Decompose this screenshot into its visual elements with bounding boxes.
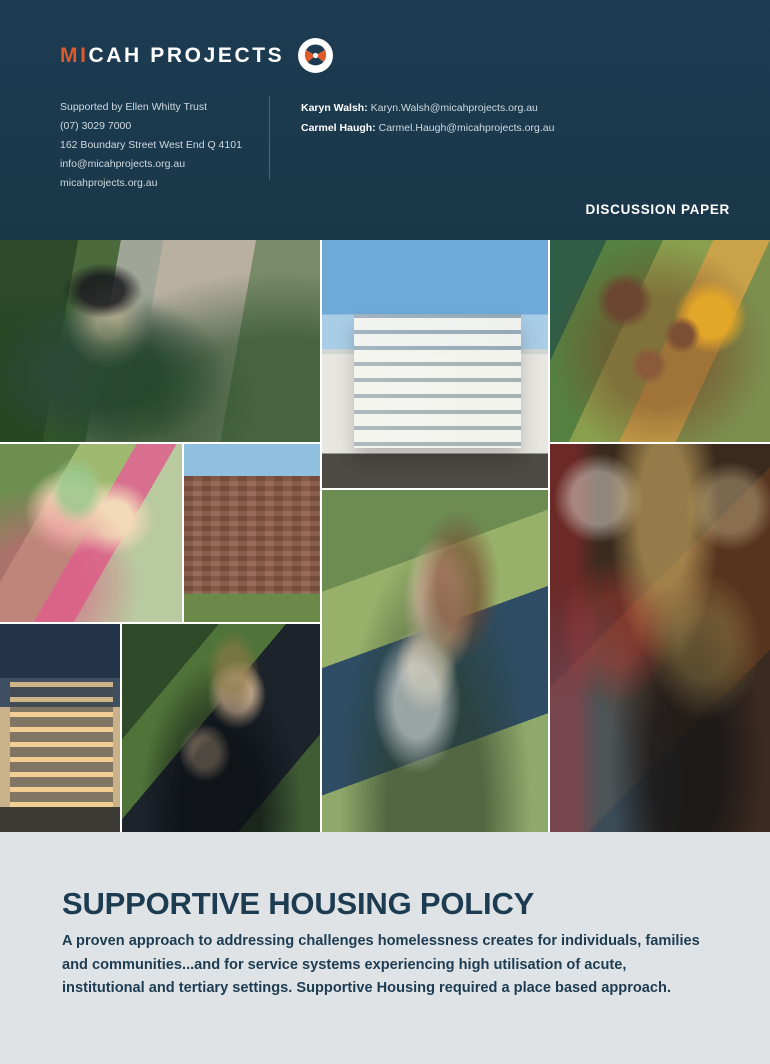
- photo-girls-hugging: [0, 444, 182, 622]
- author-contact-block: [301, 98, 554, 138]
- email-text[interactable]: info@micahprojects.org.au: [60, 158, 186, 170]
- header-vertical-divider: [269, 96, 270, 180]
- photo-family-group: [550, 240, 770, 442]
- page-title: SUPPORTIVE HOUSING POLICY: [62, 886, 535, 921]
- phone-text: (07) 3029 7000: [60, 120, 132, 132]
- micah-projects-circle-logo-icon: [298, 38, 333, 73]
- contact-row: [301, 118, 554, 138]
- photo-father-and-son: [122, 624, 320, 832]
- contact-email-1[interactable]: Karyn.Walsh@micahprojects.org.au: [370, 102, 538, 114]
- contact-row: [301, 98, 554, 118]
- logo-wordmark: [60, 44, 284, 68]
- contact-name-1: Karyn Walsh:: [301, 102, 368, 114]
- header-band: [0, 0, 770, 240]
- page-subtitle: A proven approach to addressing challenges homelessness creates for individuals, families and communities...and for service systems experiencing high utilisation of acute, institutional and tertiary settings. Supportive Housing required a place based approach.: [62, 933, 700, 996]
- photo-man-in-hat: [0, 240, 320, 442]
- photo-man-in-decorated-room: [550, 444, 770, 832]
- logo-wordmark-prefix: MI: [60, 43, 89, 67]
- website-text[interactable]: micahprojects.org.au: [60, 177, 158, 189]
- logo-wordmark-rest: CAH PROJECTS: [88, 43, 285, 67]
- address-text: 162 Boundary Street West End Q 4101: [60, 139, 242, 151]
- photo-apartment-building: [322, 240, 548, 488]
- supported-by-text: Supported by Ellen Whitty Trust: [60, 101, 208, 113]
- photo-mother-and-baby: [322, 490, 548, 832]
- title-area: [0, 832, 770, 1064]
- brand-logo: [60, 38, 333, 73]
- photo-apartment-at-dusk: [0, 624, 120, 832]
- photo-brick-townhouses: [184, 444, 320, 622]
- document-type-label: DISCUSSION PAPER: [585, 202, 730, 217]
- photo-mosaic: [0, 240, 770, 832]
- contact-name-2: Carmel Haugh:: [301, 122, 376, 134]
- contact-email-2[interactable]: Carmel.Haugh@micahprojects.org.au: [378, 122, 555, 134]
- organisation-contact-block: [60, 98, 242, 193]
